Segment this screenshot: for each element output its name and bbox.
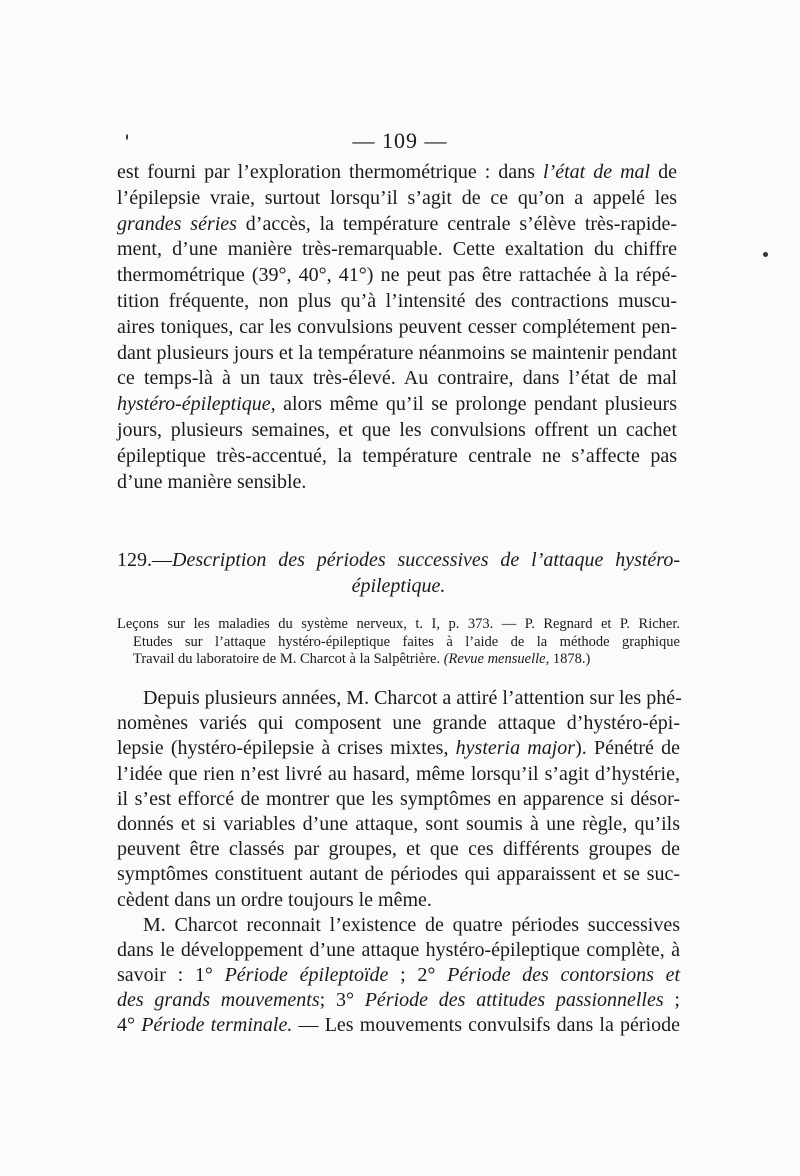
text-run: l’idée que rien n’est livré au hasard, même lorsqu’il s’agit d’hystérie, [117, 762, 680, 785]
text-run: dans le développement d’une attaque hystéro-épileptique complète, à [117, 938, 680, 961]
italic-text: épileptique. [351, 575, 446, 597]
text-run: aires toniques, car les convulsions peuvent cesser complétement pen- [117, 315, 677, 338]
text-line [117, 186, 677, 212]
italic-text: Période épileptoïde [224, 964, 389, 987]
section-heading [117, 547, 680, 599]
italic-text: grandes séries [117, 212, 237, 235]
text-run: symptômes constituent autant de périodes qui apparaissent et se suc- [117, 863, 680, 886]
italic-text: Période terminale. [141, 1014, 293, 1037]
text-line [117, 289, 677, 315]
text-line [117, 616, 680, 634]
text-run: ce temps-là à un taux très-élevé. Au contraire, dans l’état de mal [117, 367, 677, 390]
text-run: l’épilepsie vraie, surtout lorsqu’il s’agit de ce qu’on a appelé les [117, 186, 677, 209]
scan-speck [763, 252, 768, 257]
italic-text: Période des attitudes passionnelles [364, 989, 664, 1012]
text-run: de [650, 161, 677, 183]
text-run: Leçons sur les maladies du système nerveux, t. I, p. 373. — P. Regnard et P. Richer. [117, 616, 680, 632]
text-run: ; 3° [319, 989, 365, 1012]
text-run: thermométrique (39°, 40°, 41°) ne peut pas être rattachée à la répé- [117, 264, 677, 287]
text-line [117, 160, 677, 186]
text-run: jours, plusieurs semaines, et que les convulsions offrent un cachet [117, 418, 677, 441]
text-run: lepsie (hystéro-épilepsie à crises mixtes, [117, 737, 456, 760]
text-line [117, 963, 680, 988]
text-run: peuvent être classés par groupes, et que ces différents groupes de [117, 838, 680, 861]
text-run: savoir : 1° [117, 964, 225, 987]
text-run: est fourni par l’exploration thermométrique : dans [117, 161, 543, 183]
text-run: ). Pénétré de [575, 737, 680, 760]
text-line [117, 444, 677, 470]
paragraph-thermometry [117, 160, 677, 495]
text-line [117, 573, 680, 599]
text-run: dant plusieurs jours et la température néanmoins se maintenir pendant [117, 341, 677, 364]
text-line [117, 263, 677, 289]
page-number: — 109 — [352, 128, 448, 153]
text-line [117, 736, 680, 761]
italic-text: Description des périodes successives de l’attaque hystéro- [172, 549, 680, 571]
text-line [117, 212, 677, 238]
text-line [117, 1013, 680, 1038]
text-run: ; [663, 989, 680, 1012]
text-run: cèdent dans un ordre toujours le même. [117, 888, 432, 911]
text-run: 4° [117, 1014, 142, 1037]
text-run: ; 2° [388, 964, 448, 987]
text-run: 1878.) [549, 651, 591, 667]
text-line [117, 634, 680, 652]
text-run: il s’est efforcé de montrer que les symptômes en apparence si désor- [117, 787, 680, 810]
text-line [117, 392, 677, 418]
italic-text: hystéro-épileptique, [117, 393, 276, 416]
scan-speck [126, 134, 128, 140]
text-run: nomènes variés qui composent une grande attaque d’hystéro-épi- [117, 712, 680, 735]
italic-text: l’état de mal [542, 161, 651, 183]
text-line [117, 787, 680, 812]
text-run: épileptique très-accentué, la température centrale ne s’affecte pas [117, 444, 677, 467]
italic-text: des grands mouvements [117, 989, 320, 1012]
text-line [117, 686, 680, 711]
text-line [117, 366, 677, 392]
italic-text: (Revue mensuelle, [443, 651, 550, 667]
text-run: ment, d’une manière très-remarquable. Cette exaltation du chiffre [117, 238, 677, 261]
text-line [117, 418, 677, 444]
text-run: — Les mouvements convulsifs dans la période [292, 1014, 680, 1037]
italic-text: hysteria major [455, 737, 576, 760]
text-line [117, 547, 680, 573]
text-line [117, 913, 680, 938]
text-run: Travail du laboratoire de M. Charcot à la Salpêtrière. [133, 651, 444, 667]
text-line [117, 341, 677, 367]
text-run: donnés et si variables d’une attaque, sont soumis à une règle, qu’ils [117, 812, 680, 835]
text-line [117, 237, 677, 263]
text-line [117, 938, 680, 963]
text-run: alors même qu’il se prolonge pendant plusieurs [275, 393, 677, 416]
text-line [117, 651, 680, 669]
text-run: M. Charcot reconnait l’existence de quatre périodes successives [143, 913, 680, 936]
paragraph-charcot-periods [117, 686, 680, 1039]
text-line [117, 470, 677, 496]
text-line [117, 862, 680, 887]
italic-text: Période des contorsions et [447, 964, 681, 987]
text-line [117, 711, 680, 736]
text-run: d’accès, la température centrale s’élève très-rapide- [236, 212, 677, 235]
text-line [117, 315, 677, 341]
text-line [117, 762, 680, 787]
text-run: Depuis plusieurs années, M. Charcot a attiré l’attention sur les phé- [143, 687, 682, 709]
text-run: tition fréquente, non plus qu’à l’intensité des contractions muscu- [117, 289, 677, 312]
text-run: Etudes sur l’attaque hystéro-épileptique faites à l’aide de la méthode graphique [133, 633, 680, 650]
text-line [117, 812, 680, 837]
text-run: 129.— [117, 549, 172, 571]
text-line [117, 988, 680, 1013]
text-run: d’une manière sensible. [117, 470, 307, 493]
text-line [117, 837, 680, 862]
bibliographic-references [117, 616, 680, 669]
text-line [117, 888, 680, 913]
